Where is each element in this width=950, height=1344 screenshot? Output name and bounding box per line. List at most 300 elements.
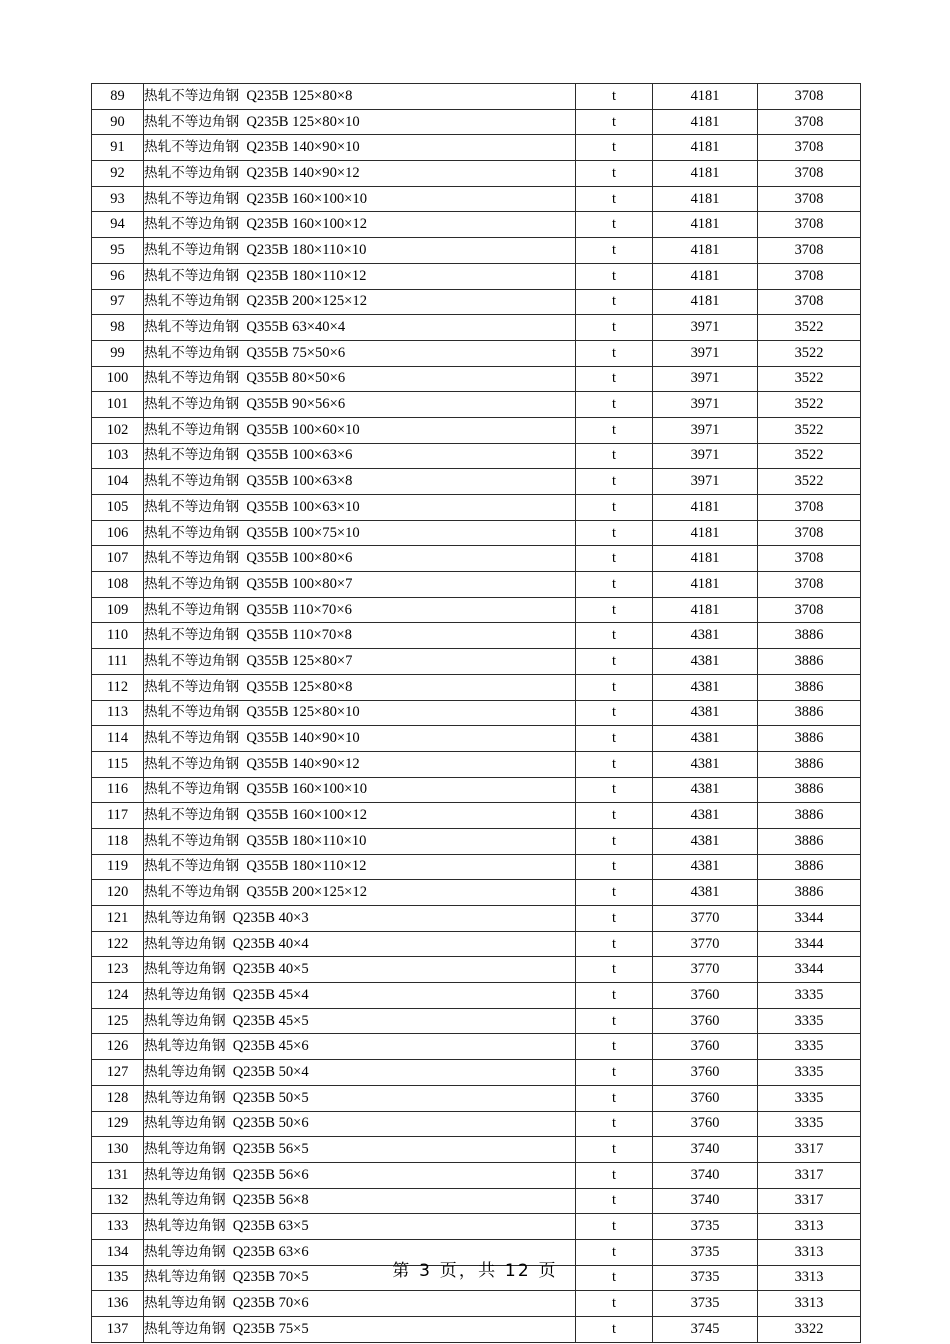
cell-price-1: 4181 xyxy=(653,109,758,135)
cell-price-2: 3708 xyxy=(758,161,861,187)
cell-item-description xyxy=(144,1317,576,1343)
table-row xyxy=(92,1162,861,1188)
item-specification: Q355B 75×50×6 xyxy=(246,344,346,361)
item-specification: Q355B 110×70×8 xyxy=(246,627,352,644)
cell-unit: t xyxy=(576,186,653,212)
table-row xyxy=(92,340,861,366)
cell-unit: t xyxy=(576,1291,653,1317)
item-specification: Q235B 70×5 xyxy=(232,1269,309,1286)
table-row xyxy=(92,572,861,598)
cell-sequence-number: 137 xyxy=(92,1317,144,1343)
table-row xyxy=(92,392,861,418)
cell-price-2: 3886 xyxy=(758,623,861,649)
item-specification: Q235B 180×110×12 xyxy=(246,267,367,284)
cell-price-1: 4381 xyxy=(653,777,758,803)
item-specification: Q355B 180×110×12 xyxy=(246,858,367,875)
table-row xyxy=(92,1214,861,1240)
cell-item-description xyxy=(144,340,576,366)
cell-price-1: 4181 xyxy=(653,520,758,546)
cell-unit: t xyxy=(576,623,653,649)
cell-unit: t xyxy=(576,777,653,803)
table-row xyxy=(92,1060,861,1086)
item-specification: Q235B 160×100×12 xyxy=(246,216,368,233)
cell-price-2: 3708 xyxy=(758,546,861,572)
item-specification: Q355B 100×80×7 xyxy=(246,575,353,592)
item-specification: Q235B 160×100×10 xyxy=(246,190,368,207)
item-specification: Q235B 45×6 xyxy=(232,1038,309,1055)
cell-price-2: 3708 xyxy=(758,289,861,315)
item-specification: Q235B 70×6 xyxy=(232,1295,309,1312)
table-row xyxy=(92,520,861,546)
cell-price-1: 3760 xyxy=(653,1008,758,1034)
item-name: 热轧等边角钢 xyxy=(144,1115,226,1132)
item-name: 热轧不等边角钢 xyxy=(144,781,240,798)
cell-item-description xyxy=(144,906,576,932)
cell-unit: t xyxy=(576,1214,653,1240)
item-specification: Q235B 200×125×12 xyxy=(246,293,368,310)
cell-sequence-number: 103 xyxy=(92,443,144,469)
cell-price-2: 3708 xyxy=(758,572,861,598)
cell-sequence-number: 123 xyxy=(92,957,144,983)
cell-price-2: 3886 xyxy=(758,777,861,803)
cell-sequence-number: 106 xyxy=(92,520,144,546)
cell-sequence-number: 96 xyxy=(92,263,144,289)
cell-item-description xyxy=(144,1060,576,1086)
cell-price-1: 3971 xyxy=(653,392,758,418)
cell-item-description xyxy=(144,983,576,1009)
item-specification: Q355B 140×90×10 xyxy=(246,730,360,747)
item-specification: Q355B 100×80×6 xyxy=(246,550,353,567)
cell-unit: t xyxy=(576,315,653,341)
item-specification: Q235B 40×4 xyxy=(232,935,309,952)
cell-item-description xyxy=(144,212,576,238)
item-name: 热轧等边角钢 xyxy=(144,1166,226,1183)
cell-price-2: 3708 xyxy=(758,212,861,238)
item-name: 热轧不等边角钢 xyxy=(144,87,240,104)
item-name: 热轧等边角钢 xyxy=(144,1218,226,1235)
cell-price-1: 3971 xyxy=(653,366,758,392)
cell-price-1: 3740 xyxy=(653,1188,758,1214)
table-row xyxy=(92,495,861,521)
cell-unit: t xyxy=(576,674,653,700)
cell-sequence-number: 94 xyxy=(92,212,144,238)
cell-sequence-number: 133 xyxy=(92,1214,144,1240)
cell-unit: t xyxy=(576,803,653,829)
cell-unit: t xyxy=(576,1188,653,1214)
cell-price-1: 4381 xyxy=(653,828,758,854)
cell-sequence-number: 120 xyxy=(92,880,144,906)
cell-item-description xyxy=(144,726,576,752)
cell-sequence-number: 89 xyxy=(92,84,144,110)
cell-price-1: 4181 xyxy=(653,572,758,598)
cell-price-2: 3886 xyxy=(758,649,861,675)
cell-price-1: 4381 xyxy=(653,751,758,777)
cell-item-description xyxy=(144,546,576,572)
item-specification: Q235B 140×90×12 xyxy=(246,164,360,181)
item-name: 热轧不等边角钢 xyxy=(144,550,240,567)
cell-unit: t xyxy=(576,931,653,957)
item-specification: Q235B 50×4 xyxy=(232,1063,309,1080)
cell-price-2: 3886 xyxy=(758,880,861,906)
cell-unit: t xyxy=(576,238,653,264)
price-table-container xyxy=(91,83,860,1343)
cell-sequence-number: 118 xyxy=(92,828,144,854)
cell-price-2: 3708 xyxy=(758,135,861,161)
cell-price-1: 4181 xyxy=(653,238,758,264)
cell-item-description xyxy=(144,854,576,880)
cell-sequence-number: 110 xyxy=(92,623,144,649)
cell-unit: t xyxy=(576,726,653,752)
item-specification: Q235B 63×6 xyxy=(232,1243,309,1260)
cell-unit: t xyxy=(576,906,653,932)
item-name: 热轧不等边角钢 xyxy=(144,293,240,310)
cell-sequence-number: 95 xyxy=(92,238,144,264)
cell-item-description xyxy=(144,1034,576,1060)
cell-unit: t xyxy=(576,84,653,110)
cell-item-description xyxy=(144,957,576,983)
item-specification: Q235B 50×5 xyxy=(232,1089,309,1106)
item-name: 热轧不等边角钢 xyxy=(144,755,240,772)
cell-price-2: 3708 xyxy=(758,520,861,546)
cell-item-description xyxy=(144,1214,576,1240)
item-name: 热轧不等边角钢 xyxy=(144,832,240,849)
table-row xyxy=(92,443,861,469)
cell-sequence-number: 126 xyxy=(92,1034,144,1060)
cell-price-1: 3745 xyxy=(653,1317,758,1343)
table-row xyxy=(92,161,861,187)
cell-price-1: 3735 xyxy=(653,1239,758,1265)
item-name: 热轧不等边角钢 xyxy=(144,370,240,387)
cell-unit: t xyxy=(576,751,653,777)
table-row xyxy=(92,186,861,212)
cell-price-2: 3344 xyxy=(758,906,861,932)
cell-price-2: 3522 xyxy=(758,392,861,418)
cell-sequence-number: 91 xyxy=(92,135,144,161)
cell-sequence-number: 111 xyxy=(92,649,144,675)
cell-price-1: 3735 xyxy=(653,1291,758,1317)
item-name: 热轧等边角钢 xyxy=(144,1295,226,1312)
cell-item-description xyxy=(144,1291,576,1317)
cell-price-2: 3335 xyxy=(758,1111,861,1137)
cell-sequence-number: 135 xyxy=(92,1265,144,1291)
item-specification: Q355B 160×100×10 xyxy=(246,781,368,798)
page-footer: 第 3 页，共 12 页 xyxy=(392,1261,558,1281)
item-specification: Q355B 200×125×12 xyxy=(246,884,368,901)
item-name: 热轧等边角钢 xyxy=(144,1269,226,1286)
cell-price-2: 3335 xyxy=(758,1008,861,1034)
table-row xyxy=(92,469,861,495)
cell-price-2: 3522 xyxy=(758,443,861,469)
cell-sequence-number: 127 xyxy=(92,1060,144,1086)
cell-sequence-number: 116 xyxy=(92,777,144,803)
cell-unit: t xyxy=(576,1162,653,1188)
price-table-body xyxy=(92,84,861,1343)
item-specification: Q355B 100×63×6 xyxy=(246,447,353,464)
cell-price-1: 4181 xyxy=(653,161,758,187)
cell-sequence-number: 99 xyxy=(92,340,144,366)
cell-unit: t xyxy=(576,469,653,495)
cell-unit: t xyxy=(576,957,653,983)
cell-price-2: 3886 xyxy=(758,751,861,777)
cell-price-1: 4181 xyxy=(653,212,758,238)
table-row xyxy=(92,777,861,803)
cell-unit: t xyxy=(576,854,653,880)
cell-price-1: 3760 xyxy=(653,1060,758,1086)
item-name: 热轧不等边角钢 xyxy=(144,396,240,413)
cell-item-description xyxy=(144,417,576,443)
table-row xyxy=(92,700,861,726)
cell-price-1: 3971 xyxy=(653,443,758,469)
cell-item-description xyxy=(144,1188,576,1214)
cell-price-1: 4381 xyxy=(653,674,758,700)
cell-price-1: 3770 xyxy=(653,957,758,983)
table-row xyxy=(92,931,861,957)
cell-price-2: 3317 xyxy=(758,1162,861,1188)
cell-item-description xyxy=(144,828,576,854)
table-row xyxy=(92,1188,861,1214)
cell-price-2: 3313 xyxy=(758,1265,861,1291)
item-specification: Q235B 56×5 xyxy=(232,1141,309,1158)
item-name: 热轧不等边角钢 xyxy=(144,113,240,130)
item-name: 热轧等边角钢 xyxy=(144,935,226,952)
cell-price-2: 3522 xyxy=(758,315,861,341)
cell-sequence-number: 125 xyxy=(92,1008,144,1034)
table-row xyxy=(92,1317,861,1343)
cell-price-2: 3335 xyxy=(758,1060,861,1086)
cell-item-description xyxy=(144,880,576,906)
item-name: 热轧不等边角钢 xyxy=(144,267,240,284)
cell-price-2: 3344 xyxy=(758,931,861,957)
cell-price-2: 3335 xyxy=(758,983,861,1009)
item-specification: Q355B 90×56×6 xyxy=(246,396,346,413)
cell-unit: t xyxy=(576,109,653,135)
cell-item-description xyxy=(144,84,576,110)
cell-sequence-number: 136 xyxy=(92,1291,144,1317)
item-name: 热轧不等边角钢 xyxy=(144,216,240,233)
cell-item-description xyxy=(144,597,576,623)
cell-price-2: 3708 xyxy=(758,263,861,289)
price-table xyxy=(91,83,861,1343)
cell-sequence-number: 100 xyxy=(92,366,144,392)
cell-unit: t xyxy=(576,520,653,546)
item-name: 热轧不等边角钢 xyxy=(144,524,240,541)
cell-unit: t xyxy=(576,417,653,443)
cell-item-description xyxy=(144,469,576,495)
cell-unit: t xyxy=(576,1265,653,1291)
item-name: 热轧不等边角钢 xyxy=(144,601,240,618)
cell-sequence-number: 128 xyxy=(92,1085,144,1111)
cell-sequence-number: 90 xyxy=(92,109,144,135)
table-row xyxy=(92,366,861,392)
cell-unit: t xyxy=(576,212,653,238)
item-specification: Q235B 140×90×10 xyxy=(246,139,360,156)
table-row xyxy=(92,109,861,135)
item-specification: Q235B 45×5 xyxy=(232,1012,309,1029)
cell-item-description xyxy=(144,315,576,341)
table-row xyxy=(92,1034,861,1060)
cell-price-1: 4381 xyxy=(653,803,758,829)
cell-item-description xyxy=(144,649,576,675)
item-name: 热轧等边角钢 xyxy=(144,909,226,926)
cell-price-1: 3770 xyxy=(653,931,758,957)
cell-sequence-number: 108 xyxy=(92,572,144,598)
cell-price-2: 3313 xyxy=(758,1239,861,1265)
item-name: 热轧不等边角钢 xyxy=(144,704,240,721)
cell-unit: t xyxy=(576,263,653,289)
cell-sequence-number: 102 xyxy=(92,417,144,443)
item-name: 热轧不等边角钢 xyxy=(144,858,240,875)
cell-price-2: 3886 xyxy=(758,700,861,726)
cell-sequence-number: 121 xyxy=(92,906,144,932)
table-row xyxy=(92,289,861,315)
cell-item-description xyxy=(144,1137,576,1163)
cell-unit: t xyxy=(576,597,653,623)
table-row xyxy=(92,726,861,752)
cell-unit: t xyxy=(576,135,653,161)
cell-price-2: 3708 xyxy=(758,109,861,135)
cell-price-1: 4381 xyxy=(653,649,758,675)
cell-item-description xyxy=(144,161,576,187)
table-row xyxy=(92,828,861,854)
cell-price-2: 3335 xyxy=(758,1034,861,1060)
item-specification: Q355B 160×100×12 xyxy=(246,807,368,824)
item-name: 热轧等边角钢 xyxy=(144,1038,226,1055)
cell-sequence-number: 119 xyxy=(92,854,144,880)
cell-sequence-number: 114 xyxy=(92,726,144,752)
item-name: 热轧不等边角钢 xyxy=(144,139,240,156)
cell-price-1: 4381 xyxy=(653,854,758,880)
table-row xyxy=(92,1137,861,1163)
cell-sequence-number: 130 xyxy=(92,1137,144,1163)
item-specification: Q355B 100×75×10 xyxy=(246,524,360,541)
cell-price-1: 4181 xyxy=(653,84,758,110)
table-row xyxy=(92,263,861,289)
table-row xyxy=(92,880,861,906)
item-name: 热轧等边角钢 xyxy=(144,961,226,978)
item-name: 热轧等边角钢 xyxy=(144,1320,226,1337)
cell-sequence-number: 124 xyxy=(92,983,144,1009)
cell-unit: t xyxy=(576,880,653,906)
cell-item-description xyxy=(144,443,576,469)
cell-unit: t xyxy=(576,1060,653,1086)
cell-item-description xyxy=(144,1008,576,1034)
table-row xyxy=(92,1291,861,1317)
cell-item-description xyxy=(144,263,576,289)
item-name: 热轧不等边角钢 xyxy=(144,241,240,258)
cell-price-1: 3760 xyxy=(653,1034,758,1060)
cell-sequence-number: 115 xyxy=(92,751,144,777)
item-specification: Q355B 125×80×7 xyxy=(246,652,353,669)
item-name: 热轧不等边角钢 xyxy=(144,884,240,901)
table-row xyxy=(92,315,861,341)
cell-price-1: 3740 xyxy=(653,1137,758,1163)
cell-item-description xyxy=(144,931,576,957)
cell-sequence-number: 117 xyxy=(92,803,144,829)
cell-unit: t xyxy=(576,495,653,521)
cell-price-2: 3313 xyxy=(758,1214,861,1240)
table-row xyxy=(92,649,861,675)
cell-unit: t xyxy=(576,1111,653,1137)
cell-item-description xyxy=(144,777,576,803)
item-specification: Q355B 125×80×8 xyxy=(246,678,353,695)
cell-item-description xyxy=(144,1162,576,1188)
item-name: 热轧等边角钢 xyxy=(144,1012,226,1029)
table-row xyxy=(92,623,861,649)
cell-price-2: 3522 xyxy=(758,417,861,443)
table-row xyxy=(92,906,861,932)
cell-unit: t xyxy=(576,392,653,418)
cell-sequence-number: 105 xyxy=(92,495,144,521)
table-row xyxy=(92,803,861,829)
cell-item-description xyxy=(144,1085,576,1111)
cell-unit: t xyxy=(576,443,653,469)
cell-price-1: 4181 xyxy=(653,495,758,521)
cell-price-1: 4381 xyxy=(653,726,758,752)
cell-sequence-number: 104 xyxy=(92,469,144,495)
cell-price-1: 3770 xyxy=(653,906,758,932)
cell-price-2: 3886 xyxy=(758,674,861,700)
cell-item-description xyxy=(144,623,576,649)
cell-item-description xyxy=(144,186,576,212)
cell-sequence-number: 93 xyxy=(92,186,144,212)
cell-item-description xyxy=(144,520,576,546)
cell-price-1: 4181 xyxy=(653,597,758,623)
cell-price-1: 3971 xyxy=(653,469,758,495)
cell-sequence-number: 122 xyxy=(92,931,144,957)
cell-unit: t xyxy=(576,340,653,366)
table-row xyxy=(92,1085,861,1111)
item-specification: Q355B 63×40×4 xyxy=(246,319,346,336)
cell-unit: t xyxy=(576,983,653,1009)
cell-price-1: 4181 xyxy=(653,263,758,289)
cell-sequence-number: 98 xyxy=(92,315,144,341)
table-row xyxy=(92,674,861,700)
item-name: 热轧不等边角钢 xyxy=(144,730,240,747)
cell-item-description xyxy=(144,803,576,829)
item-specification: Q235B 45×4 xyxy=(232,986,309,1003)
cell-price-1: 4181 xyxy=(653,289,758,315)
table-row xyxy=(92,957,861,983)
table-row xyxy=(92,983,861,1009)
cell-sequence-number: 129 xyxy=(92,1111,144,1137)
cell-price-2: 3313 xyxy=(758,1291,861,1317)
cell-price-1: 3760 xyxy=(653,1111,758,1137)
cell-price-2: 3708 xyxy=(758,186,861,212)
table-row xyxy=(92,84,861,110)
cell-price-2: 3708 xyxy=(758,238,861,264)
cell-item-description xyxy=(144,366,576,392)
item-name: 热轧等边角钢 xyxy=(144,1063,226,1080)
cell-price-1: 3740 xyxy=(653,1162,758,1188)
item-specification: Q235B 63×5 xyxy=(232,1218,309,1235)
cell-price-2: 3886 xyxy=(758,828,861,854)
table-row xyxy=(92,751,861,777)
item-specification: Q235B 56×8 xyxy=(232,1192,309,1209)
cell-price-2: 3317 xyxy=(758,1137,861,1163)
item-name: 热轧不等边角钢 xyxy=(144,447,240,464)
item-name: 热轧等边角钢 xyxy=(144,1141,226,1158)
cell-unit: t xyxy=(576,572,653,598)
cell-sequence-number: 97 xyxy=(92,289,144,315)
cell-unit: t xyxy=(576,161,653,187)
item-specification: Q355B 100×63×8 xyxy=(246,473,353,490)
cell-unit: t xyxy=(576,649,653,675)
table-row xyxy=(92,1111,861,1137)
item-name: 热轧不等边角钢 xyxy=(144,319,240,336)
cell-sequence-number: 101 xyxy=(92,392,144,418)
cell-item-description xyxy=(144,392,576,418)
item-name: 热轧不等边角钢 xyxy=(144,652,240,669)
